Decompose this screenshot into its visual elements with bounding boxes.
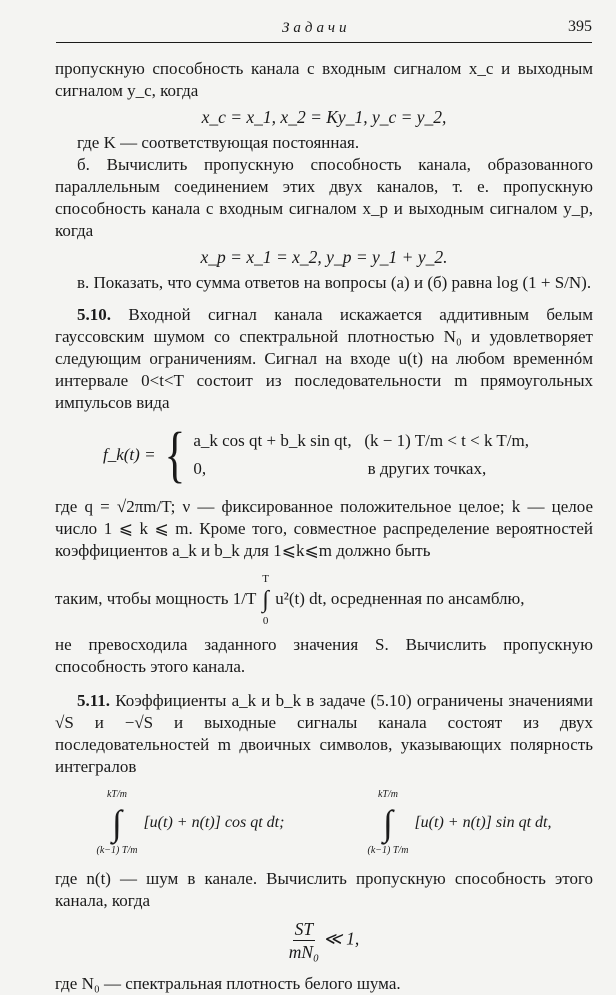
paragraph-4: в. Показать, что сумма ответов на вопросы (а) и (б) равна log (1 + S/N). (77, 273, 592, 292)
problem-text: Входной сигнал канала искажается аддитивным белым гауссовским шумом со спектральной плотностью N₀ и удовлетворяет следующим ограничениям. Сигнал на входе u(t) на любом временнóм интервале 0<t<T состоит из последовательности m прямоугольных импульсов вида (55, 305, 593, 412)
integral-sign: kT/m ∫ (k−1) T/m (97, 784, 138, 862)
relation: ≪ 1, (323, 928, 360, 949)
running-head: Задачи (282, 20, 351, 36)
piecewise-formula (103, 421, 593, 489)
piecewise-lhs: f_k(t) = (103, 445, 156, 464)
fraction (289, 918, 319, 963)
integral-sign: kT/m ∫ (k−1) T/m (368, 784, 409, 862)
case-2: 0, в других точках, (193, 459, 487, 478)
page-number: 395 (568, 18, 592, 35)
integral-sin (368, 784, 552, 862)
integral-upper: kT/m (377, 789, 398, 800)
formula-1: x_c = x_1, x_2 = Ky_1, y_c = y_2, (201, 107, 447, 127)
problem-5-10-text4: не превосходила заданного значения S. Вычислить пропускную способность этого канала. (55, 635, 593, 676)
problem-5-10-text2: где q = √2πm/T; ν — фиксированное положительное целое; k — целое число 1 ⩽ k ⩽ m. Кроме того, совместное распределение вероятностей коэффициентов a_k и b_k для 1⩽k⩽m должно быть (55, 497, 593, 560)
cases (193, 427, 529, 483)
problem-5-11 (55, 690, 593, 778)
paragraph-1: пропускную способность канала с входным сигналом x_c и выходным сигналом y_c, когда (55, 59, 593, 100)
power-post: u²(t) dt, осредненная по ансамблю, (275, 588, 525, 608)
condition-formula (55, 918, 593, 963)
integral-lower: (k−1) T/m (367, 845, 409, 856)
formula-2: x_p = x_1 = x_2, y_p = y_1 + y_2. (200, 247, 448, 267)
integral-lower: (k−1) T/m (96, 845, 138, 856)
integral-cos (97, 784, 285, 862)
paragraph-3: б. Вычислить пропускную способность канала, образованного параллельным соединением этих двух каналов, т. е. пропускную способность канала с входным сигналом x_p и выходным сигналом y_p, когда (55, 155, 593, 240)
problem-5-11-text2: где n(t) — шум в канале. Вычислить пропускную способность этого канала, когда (55, 869, 593, 910)
brace-symbol: { (164, 421, 185, 489)
integrand: [u(t) + n(t)] sin qt dt, (414, 814, 552, 831)
integrals-row (55, 784, 593, 862)
integral-lower: 0 (262, 615, 269, 627)
integral-sign: T ∫ 0 (262, 568, 269, 632)
problem-number: 5.11. (77, 691, 111, 710)
problem-number: 5.10. (77, 305, 111, 324)
page-body (55, 58, 593, 995)
problem-text: Коэффициенты a_k и b_k в задаче (5.10) ограничены значениями √S и −√S и выходные сигналы канала состоят из двух последовательностей m двоичных символов, указывающих полярность интегралов (55, 691, 594, 776)
power-pre: таким, чтобы мощность 1/T (55, 588, 257, 608)
fraction-numerator: ST (294, 919, 314, 939)
integral-upper: kT/m (106, 789, 127, 800)
fraction-denominator: mN₀ (288, 942, 320, 962)
case-1: a_k cos qt + b_k sin qt, (k − 1) T/m < t < k T/m, (193, 431, 529, 450)
paragraph-2: где K — соответствующая постоянная. (77, 133, 360, 152)
page-header (56, 12, 592, 43)
problem-5-10 (55, 304, 593, 414)
problem-5-11-text3: где N₀ — спектральная плотность белого шума. (55, 974, 401, 993)
integral-upper: T (262, 573, 270, 585)
power-line (55, 568, 593, 632)
integrand: [u(t) + n(t)] cos qt dt; (143, 814, 285, 831)
